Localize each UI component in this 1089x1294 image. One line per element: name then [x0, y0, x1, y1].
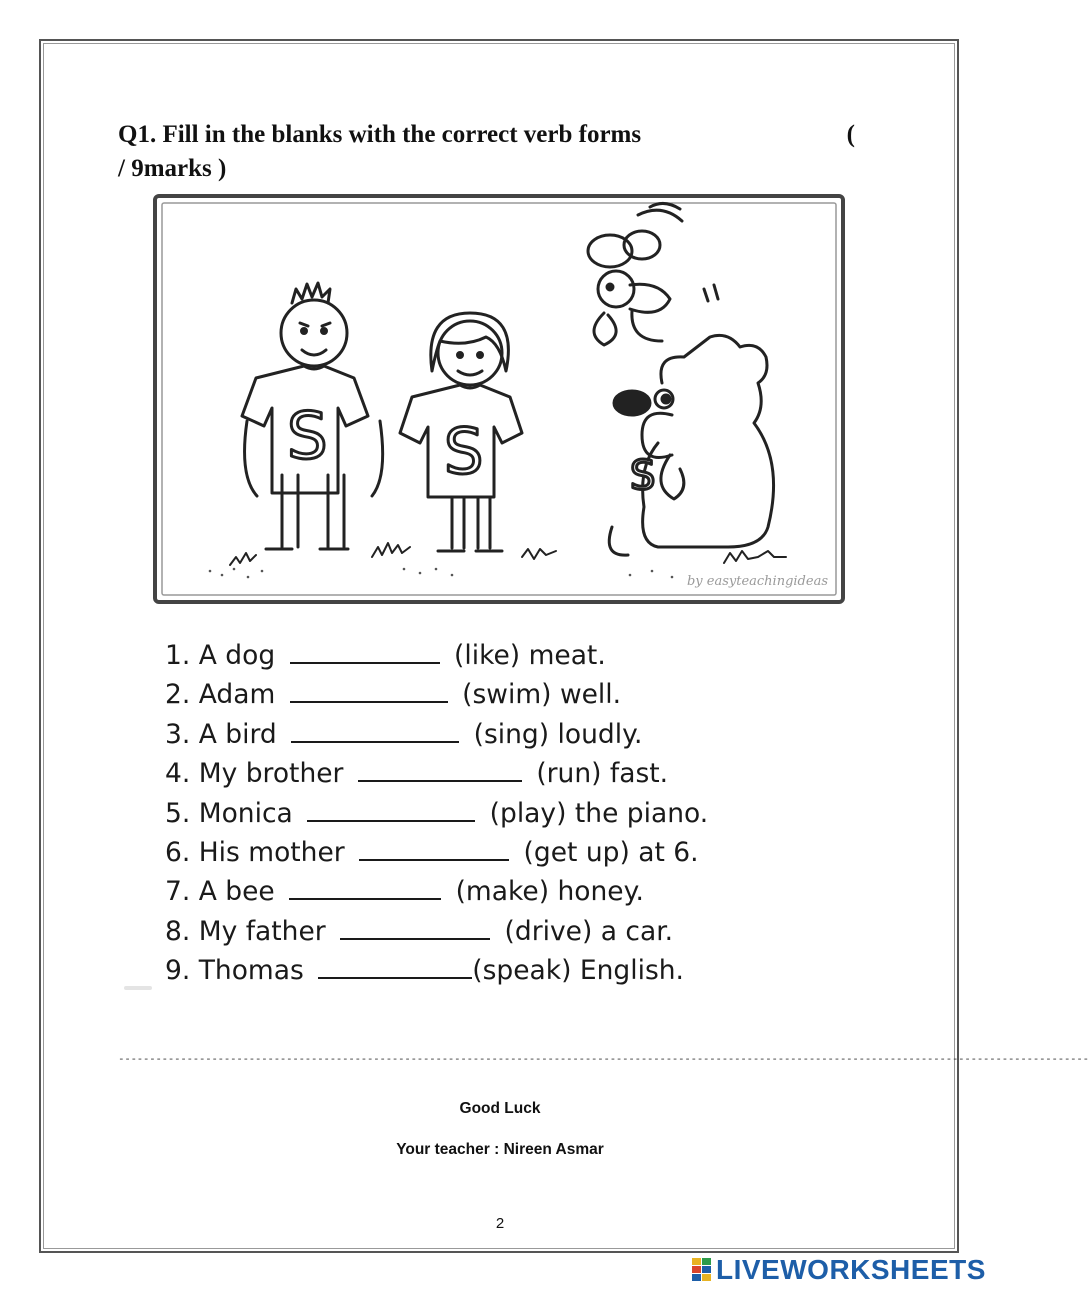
- page-number: 2: [495, 1215, 505, 1232]
- exercise-number: 4.: [165, 758, 191, 790]
- exercise-list: [165, 636, 708, 991]
- answer-blank[interactable]: [318, 953, 472, 979]
- exercise-verb: (speak): [472, 955, 572, 987]
- exercise-ending: English.: [579, 955, 684, 987]
- exercise-number: 1.: [165, 640, 191, 671]
- ground-dots: [209, 568, 674, 579]
- answer-blank[interactable]: [359, 835, 509, 861]
- dashed-separator: ------------------------------------------------------------------------------------------------------------------------------------------------------------: [118, 1052, 1089, 1065]
- exercise-verb: (drive): [504, 915, 593, 947]
- liveworksheets-logo[interactable]: [692, 1254, 986, 1286]
- bee-figure: [588, 203, 718, 345]
- exercise-verb: (make): [455, 876, 550, 908]
- exercise-number: 8.: [165, 915, 191, 947]
- exercise-ending: loudly.: [557, 718, 643, 750]
- answer-blank[interactable]: [307, 796, 475, 822]
- illustration-watermark: by easyteachingideas: [686, 574, 828, 589]
- exercise-number: 3.: [165, 718, 191, 750]
- exercise-subject: A bee: [198, 876, 275, 908]
- exercise-item: [165, 833, 708, 872]
- good-luck-text: Good Luck: [459, 1100, 541, 1117]
- scan-smudge: [124, 986, 152, 990]
- exercise-verb: (get up): [523, 837, 630, 869]
- exercise-verb: (sing): [473, 718, 550, 750]
- exercise-item: [165, 872, 708, 911]
- exercise-subject: A dog: [198, 640, 276, 671]
- exercise-ending: meat.: [528, 640, 606, 671]
- answer-blank[interactable]: [358, 756, 522, 782]
- exercise-number: 2.: [165, 679, 191, 711]
- question-title: Q1. Fill in the blanks with the correct verb forms: [118, 121, 642, 148]
- illustration: [152, 193, 846, 605]
- exercise-subject: My father: [198, 915, 326, 947]
- exercise-item: [165, 715, 708, 754]
- answer-blank[interactable]: [290, 638, 440, 664]
- exercise-number: 6.: [165, 837, 191, 869]
- exercise-verb: (run): [536, 758, 602, 790]
- marks-total: / 9marks ): [118, 155, 227, 182]
- teacher-name: Your teacher : Nireen Asmar: [396, 1141, 604, 1158]
- logo-blocks-icon: [692, 1258, 712, 1282]
- exercise-number: 5.: [165, 797, 191, 829]
- exercise-item: [165, 636, 708, 675]
- exercise-ending: honey.: [557, 876, 644, 908]
- exercise-verb: (like): [454, 640, 521, 671]
- exercise-subject: His mother: [198, 837, 345, 869]
- exercise-subject: Adam: [198, 679, 276, 711]
- answer-blank[interactable]: [289, 874, 441, 900]
- exercise-subject: My brother: [198, 758, 344, 790]
- exercise-subject: A bird: [198, 718, 277, 750]
- exercise-verb: (swim): [462, 679, 552, 711]
- exercise-subject: Thomas: [198, 955, 304, 987]
- exercise-ending: well.: [559, 679, 622, 711]
- dog-letter: S: [630, 453, 656, 499]
- answer-blank[interactable]: [291, 717, 459, 743]
- exercise-item: [165, 912, 708, 951]
- exercise-number: 7.: [165, 876, 191, 908]
- exercise-ending: the piano.: [574, 797, 709, 829]
- exercise-item: [165, 951, 708, 990]
- girl-shirt-letter: S: [444, 415, 484, 488]
- exercise-ending: fast.: [609, 758, 669, 790]
- brand-name: LIVEWORKSHEETS: [716, 1254, 986, 1285]
- dog-figure: [609, 335, 773, 555]
- exercise-item: [165, 754, 708, 793]
- answer-blank[interactable]: [340, 914, 490, 940]
- illustration-frame: [155, 196, 843, 602]
- answer-blank[interactable]: [290, 677, 448, 703]
- exercise-number: 9.: [165, 955, 191, 987]
- exercise-item: [165, 794, 708, 833]
- exercise-ending: at 6.: [638, 837, 699, 869]
- exercise-subject: Monica: [198, 797, 293, 829]
- exercise-ending: a car.: [600, 915, 674, 947]
- marks-open: (: [846, 121, 855, 148]
- question-heading: [118, 118, 863, 182]
- boy-shirt-letter: S: [287, 400, 328, 474]
- exercise-item: [165, 675, 708, 714]
- exercise-verb: (play): [489, 797, 567, 829]
